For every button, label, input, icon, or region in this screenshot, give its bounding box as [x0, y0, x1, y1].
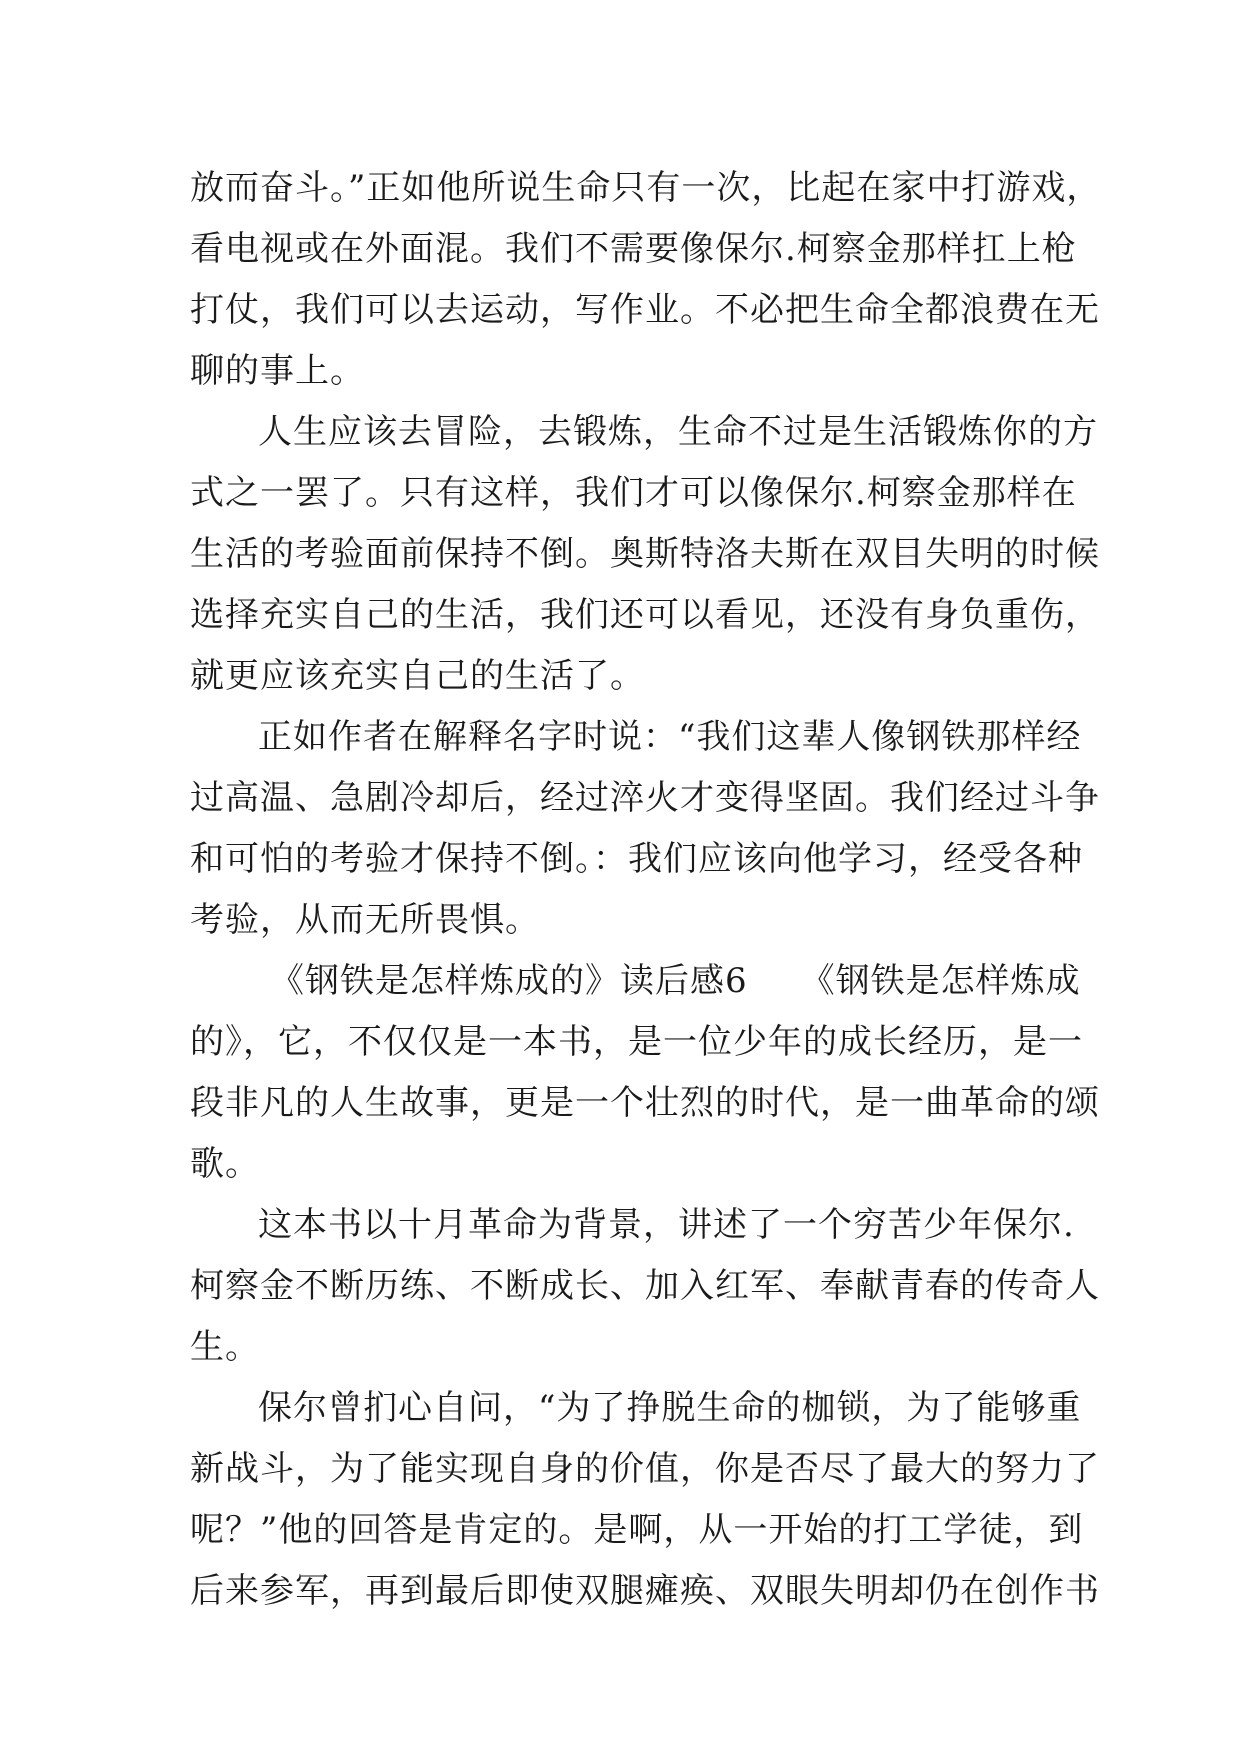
text-line: 打仗，我们可以去运动，写作业。不必把生命全都浪费在无: [190, 290, 1100, 330]
paragraph-first-line: 保尔曾扪心自问，“为了挣脱生命的枷锁，为了能够重: [258, 1388, 1082, 1428]
paragraph-first-line: 人生应该去冒险，去锻炼，生命不过是生活锻炼你的方: [258, 412, 1098, 452]
text-line: 新战斗，为了能实现自身的价值，你是否尽了最大的努力了: [190, 1449, 1100, 1489]
text-line: 生。: [190, 1327, 260, 1367]
text-line: 式之一罢了。只有这样，我们才可以像保尔.柯察金那样在: [190, 473, 1077, 513]
paragraph-first-line: 正如作者在解释名字时说：“我们这辈人像钢铁那样经: [258, 717, 1082, 757]
text-line: 呢？”他的回答是肯定的。是啊，从一开始的打工学徒，到: [190, 1510, 1084, 1550]
text-line: 段非凡的人生故事，更是一个壮烈的时代，是一曲革命的颂: [190, 1083, 1100, 1123]
text-line: 看电视或在外面混。我们不需要像保尔.柯察金那样扛上枪: [190, 229, 1077, 269]
essay-body: [190, 158, 1102, 1622]
text-line: 歌。: [190, 1144, 260, 1184]
text-line: 过高温、急剧冷却后，经过淬火才变得坚固。我们经过斗争: [190, 778, 1100, 818]
text-line: 就更应该充实自己的生活了。: [190, 656, 645, 696]
text-line: 和可怕的考验才保持不倒。：我们应该向他学习，经受各种: [190, 839, 1083, 879]
text-line: 聊的事上。: [190, 351, 365, 391]
text-line: 选择充实自己的生活，我们还可以看见，还没有身负重伤，: [190, 595, 1100, 635]
text-line: 考验，从而无所畏惧。: [190, 900, 540, 940]
text-line: 的》，它，不仅仅是一本书，是一位少年的成长经历，是一: [190, 1022, 1083, 1062]
text-line: 后来参军，再到最后即使双腿瘫痪、双眼失明却仍在创作书: [190, 1571, 1100, 1611]
section-heading-line: 《钢铁是怎样炼成的》读后感6 《钢铁是怎样炼成: [270, 961, 1081, 1001]
text-line: 柯察金不断历练、不断成长、加入红军、奉献青春的传奇人: [190, 1266, 1100, 1306]
paragraph-first-line: 这本书以十月革命为背景，讲述了一个穷苦少年保尔.: [258, 1205, 1075, 1245]
text-line: 放而奋斗。”正如他所说生命只有一次，比起在家中打游戏，: [190, 168, 1102, 208]
text-line: 生活的考验面前保持不倒。奥斯特洛夫斯在双目失明的时候: [190, 534, 1100, 574]
